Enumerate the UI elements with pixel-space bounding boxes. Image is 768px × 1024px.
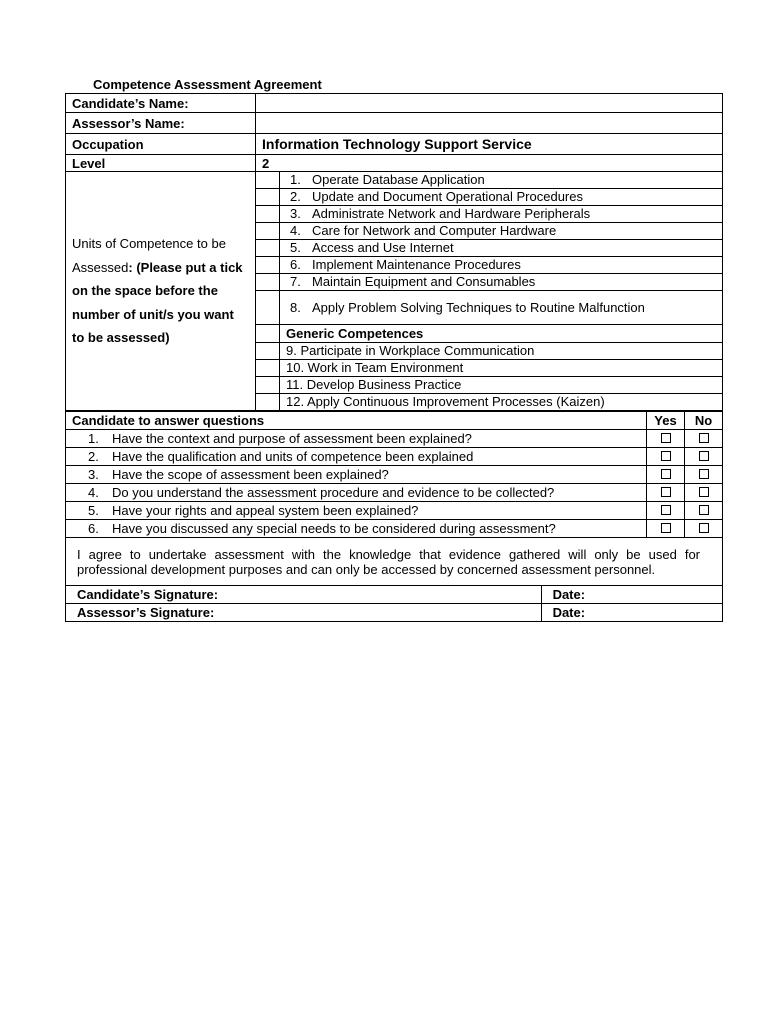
unit-tick-12[interactable] bbox=[256, 394, 280, 411]
unit-tick-10[interactable] bbox=[256, 360, 280, 377]
yes-checkbox-3[interactable] bbox=[647, 466, 685, 484]
units-of-competence-label bbox=[66, 172, 256, 411]
candidate-name-field[interactable] bbox=[256, 94, 723, 113]
checkbox-icon bbox=[699, 433, 709, 443]
checkbox-icon bbox=[699, 451, 709, 461]
assessor-date-label[interactable]: Date: bbox=[541, 604, 722, 622]
checkbox-icon bbox=[699, 523, 709, 533]
unit-tick-7[interactable] bbox=[256, 274, 280, 291]
unit-tick-2[interactable] bbox=[256, 189, 280, 206]
unit-tick-3[interactable] bbox=[256, 206, 280, 223]
unit-item-8: 8. Apply Problem Solving Techniques to Routine Malfunction bbox=[280, 291, 723, 325]
no-checkbox-2[interactable] bbox=[685, 448, 723, 466]
unit-tick-6[interactable] bbox=[256, 257, 280, 274]
form-title: Competence Assessment Agreement bbox=[93, 77, 322, 92]
candidate-name-label: Candidate’s Name: bbox=[66, 94, 256, 113]
generic-tick-heading bbox=[256, 325, 280, 343]
unit-item-9: 9. Participate in Workplace Communication bbox=[280, 343, 723, 360]
checkbox-icon bbox=[661, 505, 671, 515]
generic-competences-heading: Generic Competences bbox=[280, 325, 723, 343]
yes-checkbox-6[interactable] bbox=[647, 520, 685, 538]
question-text-4: 4. Do you understand the assessment procedure and evidence to be collected? bbox=[66, 484, 647, 502]
yes-checkbox-4[interactable] bbox=[647, 484, 685, 502]
occupation-label: Occupation bbox=[66, 134, 256, 155]
unit-item-11: 11. Develop Business Practice bbox=[280, 377, 723, 394]
question-text-5: 5. Have your rights and appeal system been explained? bbox=[66, 502, 647, 520]
question-row-2 bbox=[66, 448, 723, 466]
no-header: No bbox=[685, 412, 723, 430]
unit-item-3: 3. Administrate Network and Hardware Peripherals bbox=[280, 206, 723, 223]
unit-tick-8[interactable] bbox=[256, 291, 280, 325]
checkbox-icon bbox=[699, 469, 709, 479]
unit-tick-4[interactable] bbox=[256, 223, 280, 240]
assessor-name-label: Assessor’s Name: bbox=[66, 113, 256, 134]
question-row-4 bbox=[66, 484, 723, 502]
yes-header: Yes bbox=[647, 412, 685, 430]
question-text-1: 1. Have the context and purpose of assessment been explained? bbox=[66, 430, 647, 448]
checkbox-icon bbox=[699, 487, 709, 497]
question-row-3 bbox=[66, 466, 723, 484]
checkbox-icon bbox=[661, 451, 671, 461]
no-checkbox-6[interactable] bbox=[685, 520, 723, 538]
unit-item-5: 5. Access and Use Internet bbox=[280, 240, 723, 257]
unit-tick-1[interactable] bbox=[256, 172, 280, 189]
unit-item-7: 7. Maintain Equipment and Consumables bbox=[280, 274, 723, 291]
units-label-plain: Units of Competence to be Assessed bbox=[72, 236, 226, 275]
question-text-2: 2. Have the qualification and units of competence been explained bbox=[66, 448, 647, 466]
no-checkbox-3[interactable] bbox=[685, 466, 723, 484]
question-row-1 bbox=[66, 430, 723, 448]
unit-item-4: 4. Care for Network and Computer Hardware bbox=[280, 223, 723, 240]
assessor-signature-label[interactable]: Assessor’s Signature: bbox=[66, 604, 542, 622]
questions-header-label: Candidate to answer questions bbox=[66, 412, 647, 430]
no-checkbox-1[interactable] bbox=[685, 430, 723, 448]
checkbox-icon bbox=[661, 487, 671, 497]
question-text-3: 3. Have the scope of assessment been explained? bbox=[66, 466, 647, 484]
unit-tick-11[interactable] bbox=[256, 377, 280, 394]
occupation-value: Information Technology Support Service bbox=[256, 134, 723, 155]
no-checkbox-5[interactable] bbox=[685, 502, 723, 520]
assessment-info-table bbox=[65, 93, 723, 411]
level-value: 2 bbox=[256, 155, 723, 172]
candidate-date-label[interactable]: Date: bbox=[541, 586, 722, 604]
checkbox-icon bbox=[661, 523, 671, 533]
candidate-signature-label[interactable]: Candidate’s Signature: bbox=[66, 586, 542, 604]
agreement-statement: I agree to undertake assessment with the knowledge that evidence gathered will only be used for professional development purposes and can only be accessed by concerned assessment personnel. bbox=[66, 538, 723, 586]
checkbox-icon bbox=[661, 469, 671, 479]
assessor-name-field[interactable] bbox=[256, 113, 723, 134]
checkbox-icon bbox=[699, 505, 709, 515]
question-row-5 bbox=[66, 502, 723, 520]
questions-table bbox=[65, 411, 723, 622]
unit-item-6: 6. Implement Maintenance Procedures bbox=[280, 257, 723, 274]
yes-checkbox-2[interactable] bbox=[647, 448, 685, 466]
question-text-6: 6. Have you discussed any special needs to be considered during assessment? bbox=[66, 520, 647, 538]
unit-item-12: 12. Apply Continuous Improvement Processes (Kaizen) bbox=[280, 394, 723, 411]
level-label: Level bbox=[66, 155, 256, 172]
unit-tick-9[interactable] bbox=[256, 343, 280, 360]
checkbox-icon bbox=[661, 433, 671, 443]
unit-item-2: 2. Update and Document Operational Procedures bbox=[280, 189, 723, 206]
yes-checkbox-1[interactable] bbox=[647, 430, 685, 448]
unit-item-10: 10. Work in Team Environment bbox=[280, 360, 723, 377]
unit-tick-5[interactable] bbox=[256, 240, 280, 257]
units-label-instructions: : (Please put a tick on the space before the number of unit/s you want to be assessed) bbox=[72, 259, 243, 346]
question-row-6 bbox=[66, 520, 723, 538]
no-checkbox-4[interactable] bbox=[685, 484, 723, 502]
unit-item-1: 1. Operate Database Application bbox=[280, 172, 723, 189]
yes-checkbox-5[interactable] bbox=[647, 502, 685, 520]
